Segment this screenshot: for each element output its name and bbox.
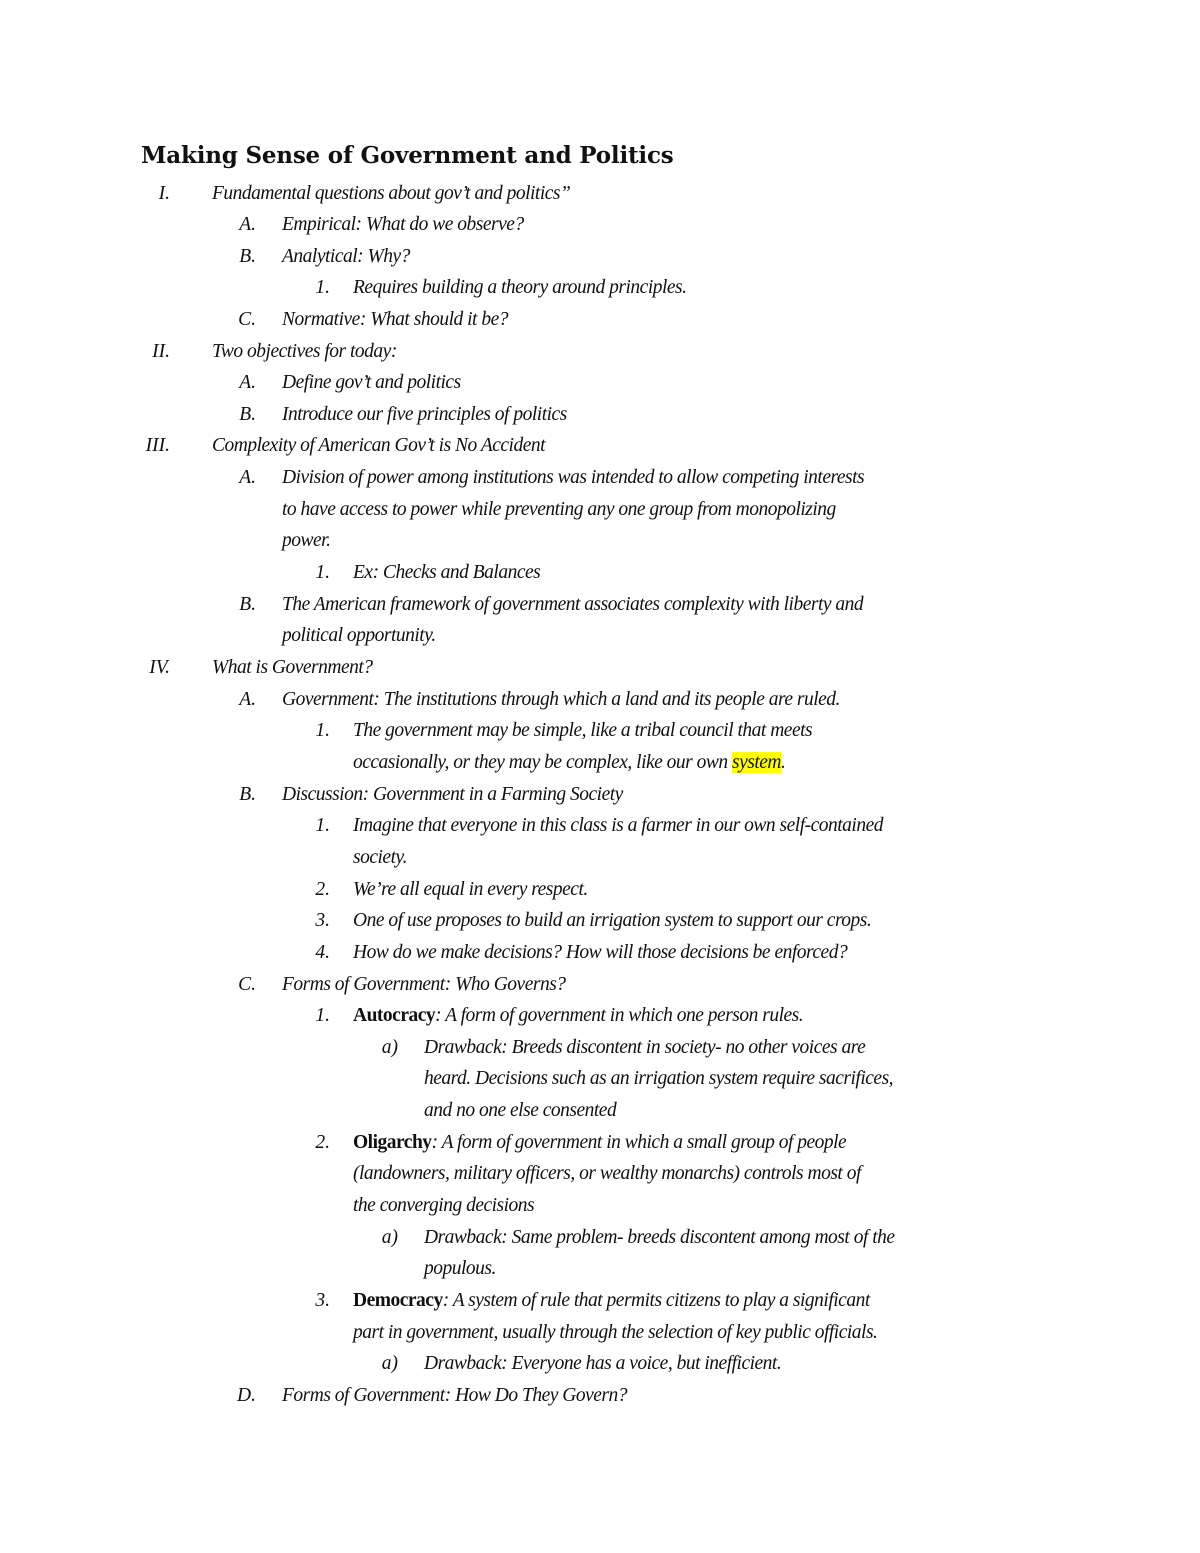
outline-marker: I. bbox=[158, 183, 170, 204]
outline-marker: 1. bbox=[315, 1005, 330, 1026]
line-text: and no one else consented bbox=[424, 1100, 617, 1121]
outline-line bbox=[353, 1317, 877, 1348]
outline-marker: a) bbox=[381, 1353, 398, 1374]
outline-marker: 3. bbox=[315, 1290, 330, 1311]
outline-marker: C. bbox=[238, 309, 256, 330]
highlighted-text: system bbox=[732, 752, 782, 773]
document-title: Making Sense of Government and Politics bbox=[141, 142, 674, 169]
outline-line bbox=[353, 1158, 861, 1189]
line-text: Define gov’t and politics bbox=[282, 372, 461, 393]
line-text: (landowners, military officers, or wealthy monarchs) controls most of bbox=[353, 1163, 861, 1184]
line-text: Analytical: Why? bbox=[282, 246, 410, 267]
outline-line bbox=[282, 779, 623, 810]
outline-line bbox=[424, 1095, 616, 1126]
outline-line bbox=[424, 1222, 895, 1253]
outline-line bbox=[212, 336, 397, 367]
defined-term: Oligarchy bbox=[353, 1132, 432, 1153]
line-text: Discussion: Government in a Farming Society bbox=[282, 784, 623, 805]
outline-marker: a) bbox=[381, 1227, 398, 1248]
line-text: : A form of government in which a small group of people bbox=[431, 1132, 847, 1153]
line-text: Drawback: Everyone has a voice, but inefficient. bbox=[424, 1353, 782, 1374]
line-text: The government may be simple, like a tribal council that meets bbox=[353, 720, 813, 741]
line-text: the converging decisions bbox=[353, 1195, 535, 1216]
outline-line bbox=[282, 684, 840, 715]
outline-marker: IV. bbox=[149, 657, 170, 678]
outline-marker: D. bbox=[237, 1385, 256, 1406]
outline-marker: B. bbox=[239, 246, 256, 267]
outline-marker: A. bbox=[239, 214, 256, 235]
outline-marker: 1. bbox=[315, 562, 330, 583]
outline-line bbox=[212, 652, 373, 683]
defined-term: Democracy bbox=[353, 1290, 443, 1311]
line-text: Drawback: Same problem- breeds discontent among most of the bbox=[424, 1227, 895, 1248]
line-text: : A system of rule that permits citizens to play a significant bbox=[442, 1290, 870, 1311]
outline-marker: C. bbox=[238, 974, 256, 995]
outline-line bbox=[212, 178, 570, 209]
line-text: Fundamental questions about gov’t and politics” bbox=[212, 183, 571, 204]
outline-line bbox=[282, 494, 836, 525]
outline-line bbox=[353, 905, 871, 936]
outline-marker: II. bbox=[152, 341, 170, 362]
outline-marker: 2. bbox=[315, 1132, 330, 1153]
outline-line bbox=[282, 462, 864, 493]
line-text: part in government, usually through the selection of key public officials. bbox=[353, 1322, 878, 1343]
outline-line bbox=[282, 525, 330, 556]
line-text: Requires building a theory around principles. bbox=[353, 277, 687, 298]
outline-line bbox=[424, 1348, 781, 1379]
outline-line bbox=[353, 747, 785, 778]
outline-line bbox=[353, 272, 687, 303]
line-text: The American framework of government associates complexity with liberty and bbox=[282, 594, 864, 615]
outline-line bbox=[282, 399, 567, 430]
outline-line bbox=[282, 1380, 627, 1411]
line-text: Complexity of American Gov’t is No Accident bbox=[212, 435, 546, 456]
line-text: society. bbox=[353, 847, 407, 868]
line-text: How do we make decisions? How will those decisions be enforced? bbox=[353, 942, 848, 963]
line-text: What is Government? bbox=[212, 657, 373, 678]
line-text: We’re all equal in every respect. bbox=[353, 879, 588, 900]
line-text: One of use proposes to build an irrigation system to support our crops. bbox=[353, 910, 872, 931]
line-text: Forms of Government: Who Governs? bbox=[282, 974, 566, 995]
outline-line bbox=[353, 810, 883, 841]
outline-line bbox=[282, 209, 524, 240]
line-text: Empirical: What do we observe? bbox=[282, 214, 524, 235]
outline-marker: 3. bbox=[315, 910, 330, 931]
outline-marker: 1. bbox=[315, 815, 330, 836]
outline-marker: a) bbox=[381, 1037, 398, 1058]
line-text: Government: The institutions through which a land and its people are ruled. bbox=[282, 689, 840, 710]
line-text: Imagine that everyone in this class is a farmer in our own self-contained bbox=[353, 815, 884, 836]
outline-line bbox=[353, 1000, 803, 1031]
outline-line bbox=[212, 430, 545, 461]
outline-line bbox=[353, 715, 812, 746]
line-text: Ex: Checks and Balances bbox=[353, 562, 541, 583]
line-text: power. bbox=[282, 530, 331, 551]
line-text: political opportunity. bbox=[282, 625, 436, 646]
outline-line bbox=[353, 874, 588, 905]
outline-marker: 2. bbox=[315, 879, 330, 900]
line-text: Normative: What should it be? bbox=[282, 309, 508, 330]
outline-line bbox=[424, 1253, 496, 1284]
outline-marker: B. bbox=[239, 404, 256, 425]
outline-marker: B. bbox=[239, 784, 256, 805]
line-text: heard. Decisions such as an irrigation system require sacrifices, bbox=[424, 1068, 894, 1089]
defined-term: Autocracy bbox=[353, 1005, 436, 1026]
line-text: populous. bbox=[424, 1258, 496, 1279]
outline-line bbox=[282, 304, 508, 335]
outline-marker: 4. bbox=[315, 942, 330, 963]
outline-marker: A. bbox=[239, 689, 256, 710]
outline-line bbox=[424, 1032, 865, 1063]
outline-line bbox=[282, 367, 461, 398]
outline-line bbox=[282, 620, 436, 651]
outline-line bbox=[353, 937, 847, 968]
outline-marker: A. bbox=[239, 467, 256, 488]
outline-line bbox=[353, 1285, 870, 1316]
outline-line bbox=[353, 842, 407, 873]
outline-line bbox=[282, 969, 566, 1000]
line-text: Forms of Government: How Do They Govern? bbox=[282, 1385, 628, 1406]
line-text: Two objectives for today: bbox=[212, 341, 397, 362]
outline-line bbox=[353, 1190, 534, 1221]
outline-marker: 1. bbox=[315, 720, 330, 741]
line-text: : A form of government in which one person rules. bbox=[435, 1005, 804, 1026]
line-text: Drawback: Breeds discontent in society- no other voices are bbox=[424, 1037, 866, 1058]
line-text: Introduce our five principles of politics bbox=[282, 404, 567, 425]
line-text: occasionally, or they may be complex, like our own bbox=[353, 752, 733, 773]
line-text-end: . bbox=[781, 752, 786, 773]
outline-marker: A. bbox=[239, 372, 256, 393]
outline-line bbox=[282, 241, 410, 272]
line-text: Division of power among institutions was intended to allow competing interests bbox=[282, 467, 865, 488]
outline-marker: III. bbox=[145, 435, 170, 456]
outline-line bbox=[424, 1063, 893, 1094]
outline-marker: 1. bbox=[315, 277, 330, 298]
outline-line bbox=[353, 557, 540, 588]
outline-line bbox=[353, 1127, 846, 1158]
outline-line bbox=[282, 589, 863, 620]
outline-marker: B. bbox=[239, 594, 256, 615]
line-text: to have access to power while preventing any one group from monopolizing bbox=[282, 499, 836, 520]
